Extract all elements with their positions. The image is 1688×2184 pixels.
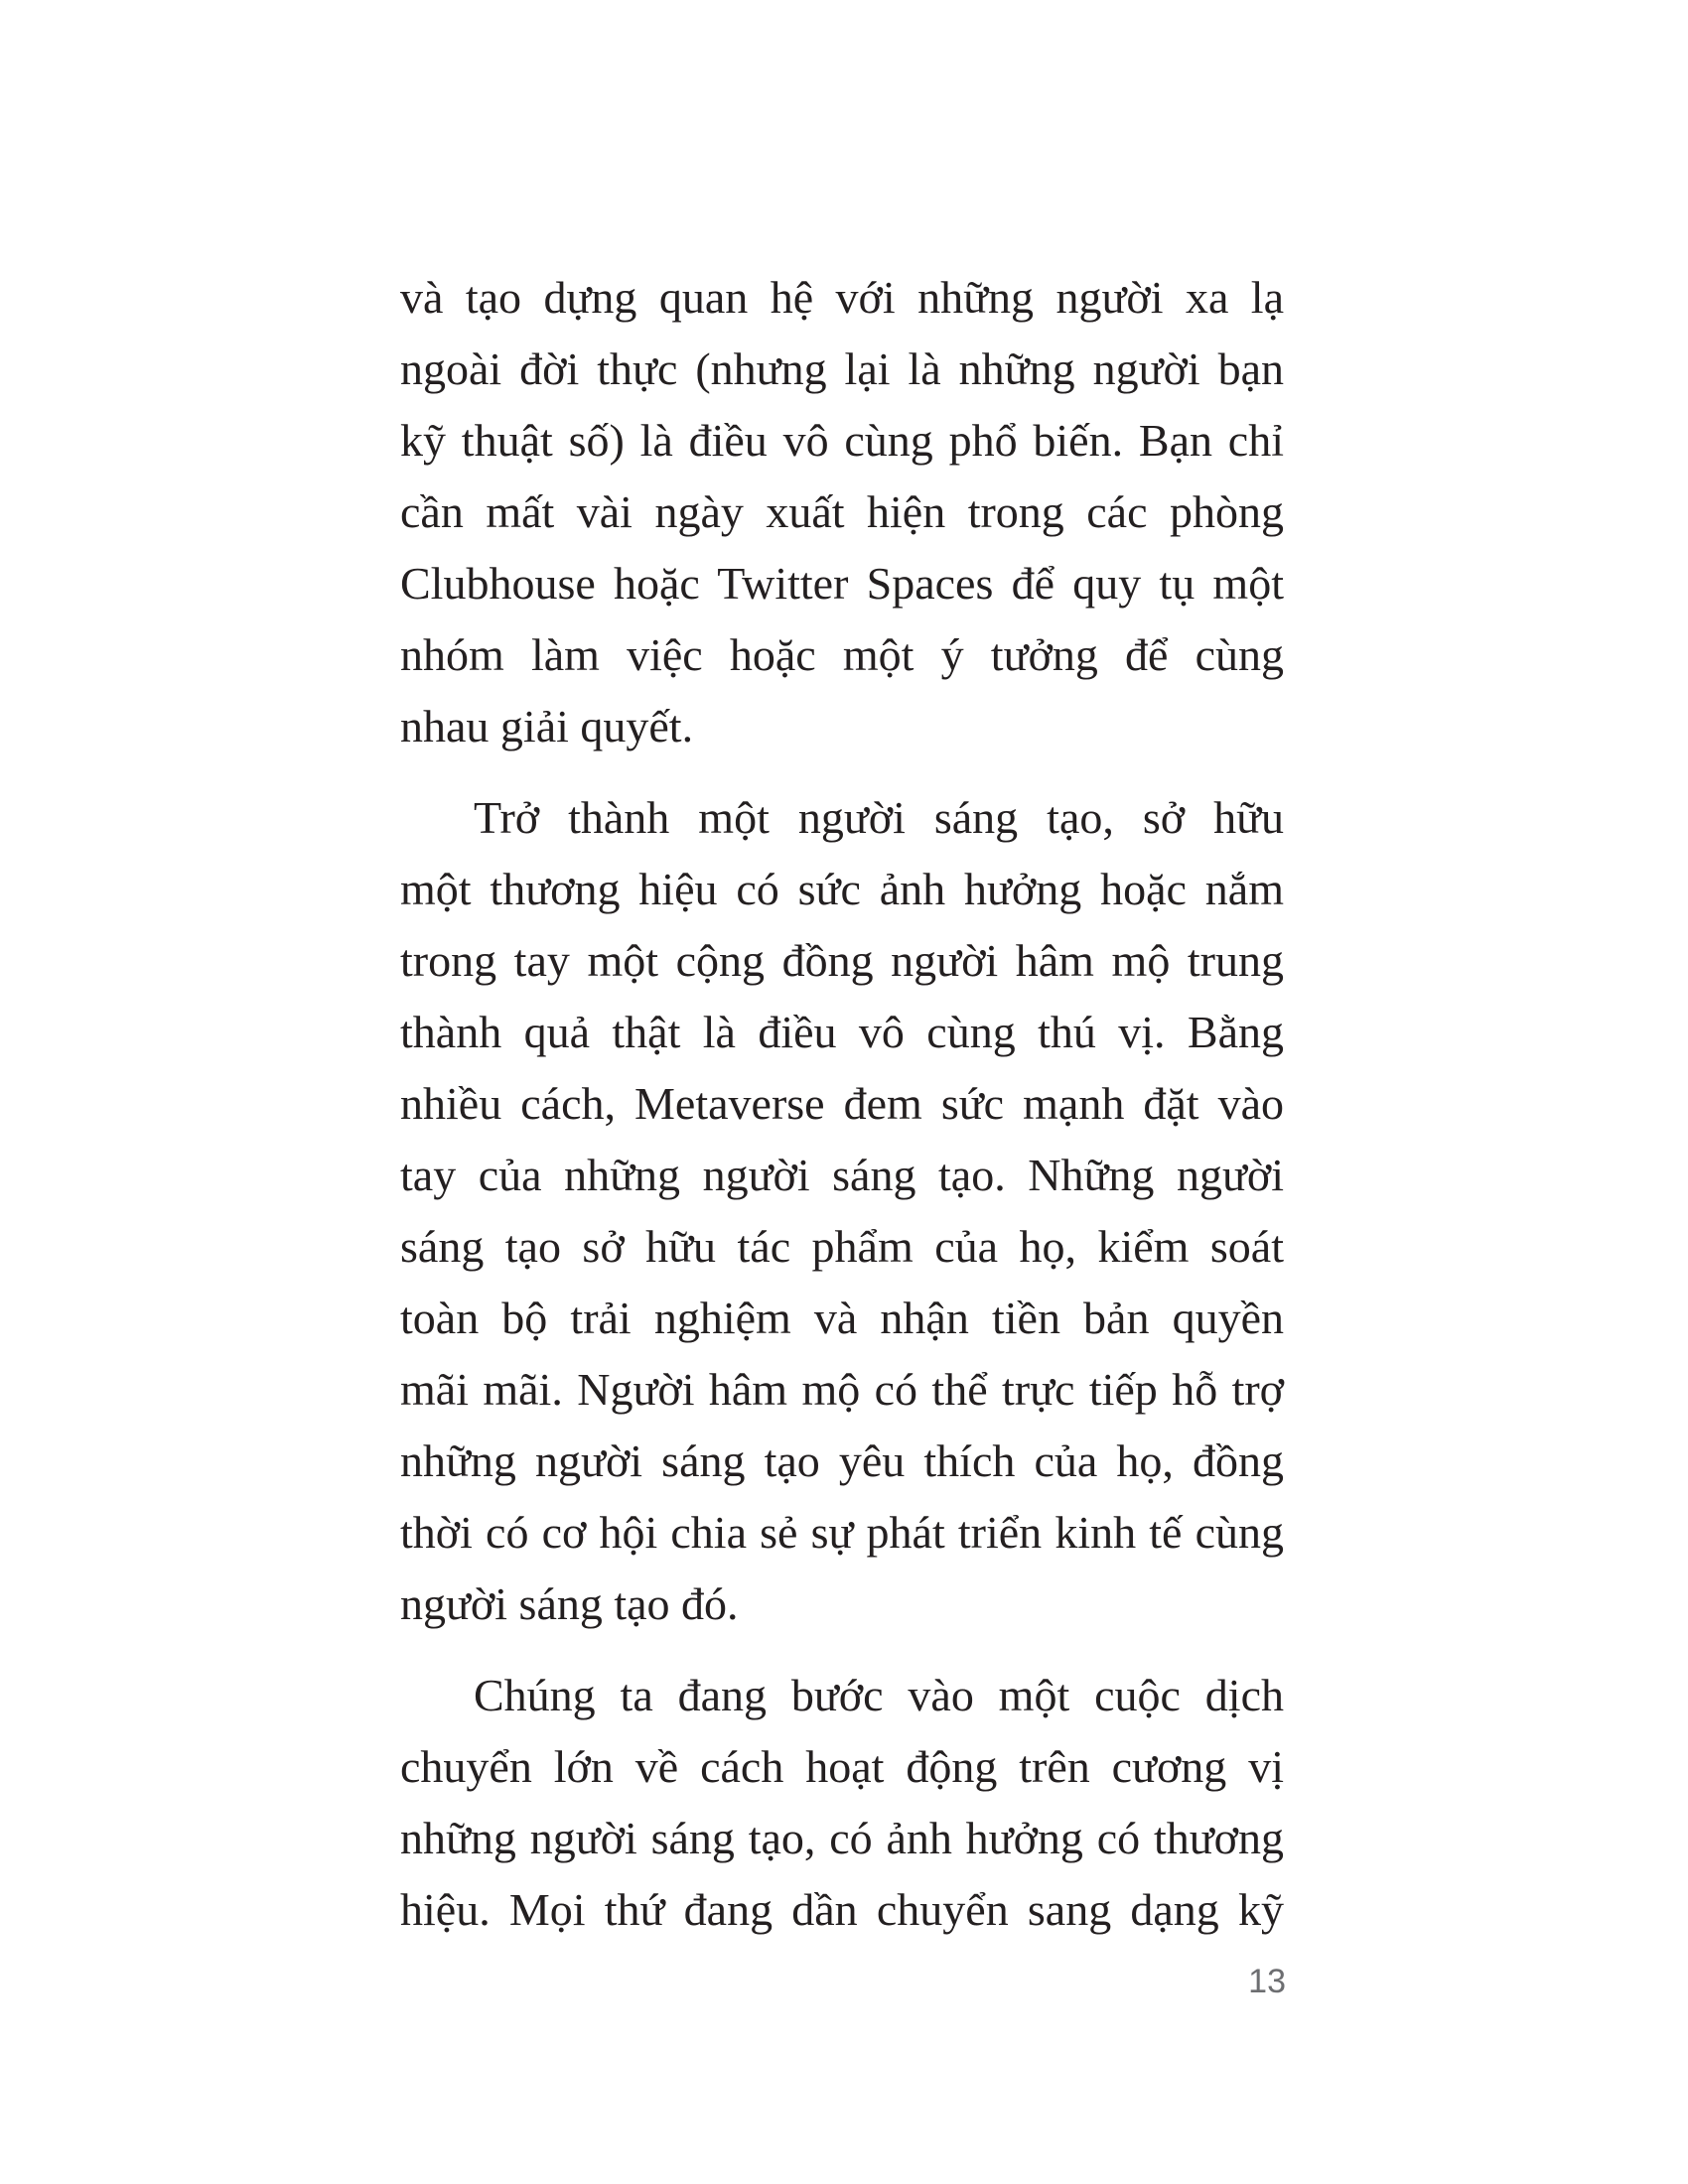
text-line: và tạo dựng quan hệ với những người xa lạ: [400, 272, 1284, 323]
paragraph-3: [400, 1660, 1284, 1946]
text-line: chuyển lớn về cách hoạt động trên cương vị: [400, 1741, 1284, 1792]
text-line: những người sáng tạo yêu thích của họ, đồng: [400, 1435, 1284, 1486]
text-line: tay của những người sáng tạo. Những người: [400, 1150, 1284, 1200]
text-line: hiệu. Mọi thứ đang dần chuyển sang dạng kỹ: [400, 1884, 1284, 1935]
text-line: cần mất vài ngày xuất hiện trong các phòng: [400, 486, 1284, 537]
text-line: ngoài đời thực (nhưng lại là những người bạn: [400, 343, 1284, 394]
text-line: những người sáng tạo, có ảnh hưởng có thương: [400, 1813, 1284, 1863]
text-line: trong tay một cộng đồng người hâm mộ trung: [400, 935, 1284, 986]
text-line: sáng tạo sở hữu tác phẩm của họ, kiểm soát: [400, 1221, 1284, 1272]
text-line: thành quả thật là điều vô cùng thú vị. Bằng: [400, 1007, 1284, 1057]
text-line: mãi mãi. Người hâm mộ có thể trực tiếp hỗ trợ: [400, 1364, 1284, 1415]
text-line: toàn bộ trải nghiệm và nhận tiền bản quyền: [400, 1293, 1284, 1343]
text-line: nhiều cách, Metaverse đem sức mạnh đặt vào: [400, 1078, 1284, 1129]
text-line: Trở thành một người sáng tạo, sở hữu: [474, 792, 1284, 843]
text-line: nhóm làm việc hoặc một ý tưởng để cùng: [400, 629, 1284, 680]
text-line: người sáng tạo đó.: [400, 1578, 739, 1629]
page-number: 13: [1248, 1963, 1286, 2000]
text-line: thời có cơ hội chia sẻ sự phát triển kinh tế cùng: [400, 1507, 1284, 1558]
text-line: Clubhouse hoặc Twitter Spaces để quy tụ một: [400, 558, 1284, 609]
text-line: nhau giải quyết.: [400, 701, 694, 751]
text-line: kỹ thuật số) là điều vô cùng phổ biến. Bạn chỉ: [400, 415, 1284, 466]
text-line: một thương hiệu có sức ảnh hưởng hoặc nắm: [400, 864, 1284, 914]
text-line: Chúng ta đang bước vào một cuộc dịch: [474, 1670, 1284, 1720]
body-text: [400, 262, 1284, 1946]
paragraph-1: [400, 262, 1284, 762]
paragraph-2: [400, 782, 1284, 1640]
